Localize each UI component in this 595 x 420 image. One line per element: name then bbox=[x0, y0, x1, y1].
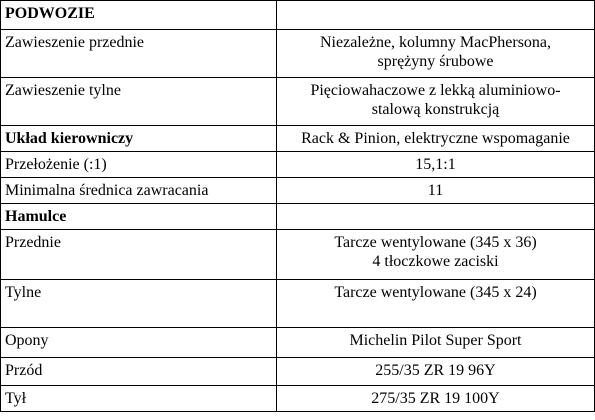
row-label: Opony bbox=[1, 328, 277, 358]
row-value bbox=[277, 152, 595, 178]
table-row-front-suspension bbox=[1, 30, 595, 78]
row-label: Przednie bbox=[1, 230, 277, 280]
table-row-podwozie bbox=[1, 1, 595, 30]
empty-value-cell bbox=[277, 204, 595, 230]
row-value bbox=[277, 280, 595, 328]
table-row-tyres bbox=[1, 328, 595, 358]
row-value bbox=[277, 230, 595, 280]
row-label: Tylne bbox=[1, 280, 277, 328]
row-label: Przód bbox=[1, 358, 277, 386]
table-row-rear-brakes bbox=[1, 280, 595, 328]
table-row-ratio bbox=[1, 152, 595, 178]
table-row-front-tyres bbox=[1, 358, 595, 386]
value-line: Pięciowahaczowe z lekką aluminiowo- bbox=[310, 82, 561, 99]
table-row-brakes bbox=[1, 204, 595, 230]
row-value bbox=[277, 30, 595, 78]
empty-value-cell bbox=[277, 1, 595, 30]
row-value bbox=[277, 126, 595, 152]
value-line: Rack & Pinion, elektryczne wspomaganie bbox=[301, 130, 570, 147]
value-line: 4 tłoczkowe zaciski bbox=[372, 253, 499, 270]
row-value bbox=[277, 386, 595, 412]
section-header-label: PODWOZIE bbox=[1, 1, 277, 30]
table-row-rear-suspension bbox=[1, 78, 595, 126]
value-line: sprężyny śrubowe bbox=[377, 53, 494, 70]
value-line: 11 bbox=[427, 182, 444, 199]
value-line: Michelin Pilot Super Sport bbox=[349, 332, 522, 349]
row-value bbox=[277, 78, 595, 126]
table-row-turning-diameter bbox=[1, 178, 595, 204]
value-line: stalową konstrukcją bbox=[371, 101, 500, 118]
table-row-rear-tyres bbox=[1, 386, 595, 412]
section-header-label: Hamulce bbox=[1, 204, 277, 230]
value-line: 255/35 ZR 19 96Y bbox=[375, 362, 496, 379]
row-label: Zawieszenie tylne bbox=[1, 78, 277, 126]
row-value bbox=[277, 358, 595, 386]
row-label: Zawieszenie przednie bbox=[1, 30, 277, 78]
section-header-label: Układ kierowniczy bbox=[1, 126, 277, 152]
row-label: Tył bbox=[1, 386, 277, 412]
row-value bbox=[277, 328, 595, 358]
value-line: 275/35 ZR 19 100Y bbox=[371, 390, 500, 407]
row-label: Przełożenie (:1) bbox=[1, 152, 277, 178]
value-line: Tarcze wentylowane (345 x 36) bbox=[334, 234, 537, 251]
value-line: 15,1:1 bbox=[415, 156, 456, 173]
value-line: Niezależne, kolumny MacPhersona, bbox=[319, 34, 552, 51]
row-value bbox=[277, 178, 595, 204]
table-row-front-brakes bbox=[1, 230, 595, 280]
row-label: Minimalna średnica zawracania bbox=[1, 178, 277, 204]
value-line: Tarcze wentylowane (345 x 24) bbox=[334, 284, 537, 301]
table-row-steering bbox=[1, 126, 595, 152]
